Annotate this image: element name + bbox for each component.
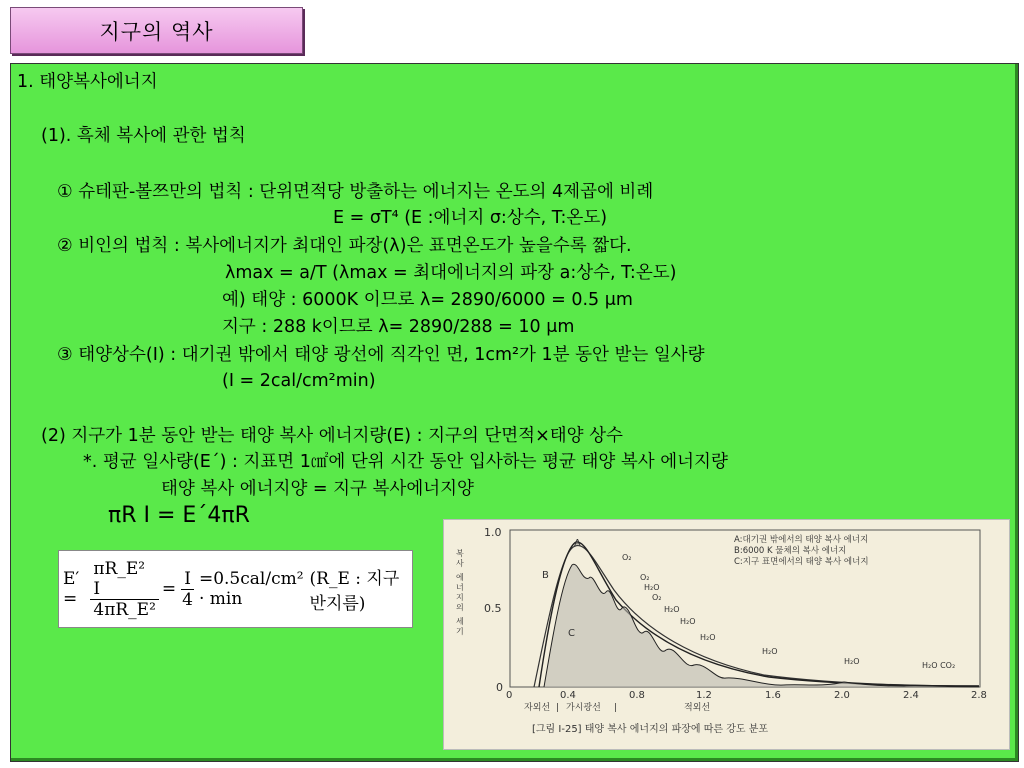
equation-rhs: =0.5cal/cm² · min: [198, 569, 304, 609]
absorption-h2o-3: H₂O: [680, 617, 696, 626]
figure-caption: [그림 Ⅰ-25] 태양 복사 에너지의 파장에 따른 강도 분포: [532, 724, 769, 735]
equation-fraction-2: [179, 569, 196, 610]
x-tick-1-2: 1.2: [696, 690, 712, 701]
x-tick-2-8: 2.8: [971, 690, 987, 701]
absorption-h2o-6: H₂O: [844, 657, 860, 666]
absorption-h2o-1: H₂O: [644, 583, 660, 592]
y-axis-label: [456, 548, 464, 636]
x-tick-0-4: 0.4: [560, 690, 576, 701]
energy-balance-formula: πR I = E´4πR: [108, 503, 250, 528]
energy-balance: 태양 복사 에너지양 = 지구 복사에너지양: [161, 479, 474, 499]
y-label-char-7: 세: [456, 617, 464, 626]
equation-lhs: E′ =: [63, 569, 80, 609]
wien-example-sun: 예) 태양 : 6000K 이므로 λ= 2890/6000 = 0.5 μm: [222, 290, 633, 310]
y-tick-0-5: 0.5: [484, 602, 502, 615]
x-tick-2-4: 2.4: [903, 690, 919, 701]
equation-fraction-1-denominator: 4πR_E²: [93, 599, 156, 620]
stefan-boltzmann-formula: E = σT⁴ (E :에너지 σ:상수, T:온도): [333, 208, 608, 228]
equation-fraction-1: [90, 559, 159, 620]
y-label-char-3: 에: [456, 573, 464, 582]
equation-fraction-1-numerator: πR_E² I: [90, 559, 159, 600]
y-label-char-1: 복: [456, 549, 464, 558]
heading-solar-energy: 1. 태양복사에너지: [17, 72, 158, 92]
absorption-h2o-4: H₂O: [700, 633, 716, 642]
subheading-blackbody-laws: (1). 흑체 복사에 관한 법칙: [41, 126, 246, 146]
y-label-char-4: 너: [456, 583, 464, 592]
insolation-equation-image: [58, 550, 413, 628]
equation-equals: =: [161, 579, 177, 599]
region-ir: 적외선: [684, 703, 711, 713]
absorption-h2o-5: H₂O: [762, 647, 778, 656]
region-separator-1: |: [556, 703, 560, 713]
x-tick-1-6: 1.6: [765, 690, 781, 701]
y-label-char-5: 지: [456, 593, 464, 602]
slide-title: 지구의 역사: [10, 7, 303, 54]
region-visible: 가시광선: [566, 703, 601, 713]
x-tick-2-0: 2.0: [834, 690, 850, 701]
wien-example-earth: 지구 : 288 k이므로 λ= 2890/288 = 10 μm: [222, 317, 575, 337]
solar-constant-value: (I = 2cal/cm²min): [222, 371, 376, 391]
legend-b: B:6000 K 물체의 복사 에너지: [734, 546, 847, 556]
curve-label-b: B: [542, 570, 549, 581]
solar-spectrum-svg: [444, 520, 1009, 749]
absorption-o2-1: O₂: [622, 553, 632, 562]
x-tick-0: 0: [506, 690, 513, 701]
y-label-char-8: 기: [456, 627, 464, 636]
equation-fraction-2-denominator: 4: [182, 589, 193, 610]
x-tick-0-8: 0.8: [629, 690, 645, 701]
solar-constant: ③ 태양상수(I) : 대기권 밖에서 태양 광선에 직각인 면, 1cm²가 1분 동안 받는 일사량: [57, 345, 705, 365]
solar-spectrum-figure: [443, 519, 1010, 750]
curve-label-c: C: [568, 628, 575, 639]
curve-label-a: A: [574, 538, 581, 549]
equation-note: (R_E : 지구 반지름): [309, 569, 400, 614]
earth-received-energy: (2) 지구가 1분 동안 받는 태양 복사 에너지량(E) : 지구의 단면적×태양 상수: [41, 426, 623, 446]
legend-a: A:대기권 밖에서의 태양 복사 에너지: [734, 535, 869, 545]
y-label-char-2: 사: [456, 559, 464, 568]
absorption-h2o-2: H₂O: [664, 605, 680, 614]
absorption-o2-3: O₂: [652, 593, 662, 602]
equation-fraction-2-numerator: I: [181, 569, 194, 590]
y-label-char-6: 의: [456, 603, 464, 612]
y-tick-1: 1.0: [484, 526, 502, 539]
y-tick-0: 0: [496, 681, 503, 694]
absorption-o2-2: O₂: [640, 573, 650, 582]
wien-law: ② 비인의 법칙 : 복사에너지가 최대인 파장(λ)은 표면온도가 높을수록 짧다.: [57, 236, 632, 256]
stefan-boltzmann-law: ① 슈테판-볼쯔만의 법칙 : 단위면적당 방출하는 에너지는 온도의 4제곱에 비례: [57, 182, 654, 202]
wien-formula: λmax = a/T (λmax = 최대에너지의 파장 a:상수, T:온도): [225, 263, 677, 283]
absorption-h2o-co2: H₂O CO₂: [922, 661, 956, 670]
region-uv: 자외선: [524, 703, 551, 713]
average-insolation: *. 평균 일사량(E´) : 지표면 1㎠에 단위 시간 동안 입사하는 평균 태양 복사 에너지량: [83, 452, 728, 472]
region-separator-2: |: [614, 703, 618, 713]
legend-c: C:지구 표면에서의 태양 복사 에너지: [734, 557, 869, 567]
